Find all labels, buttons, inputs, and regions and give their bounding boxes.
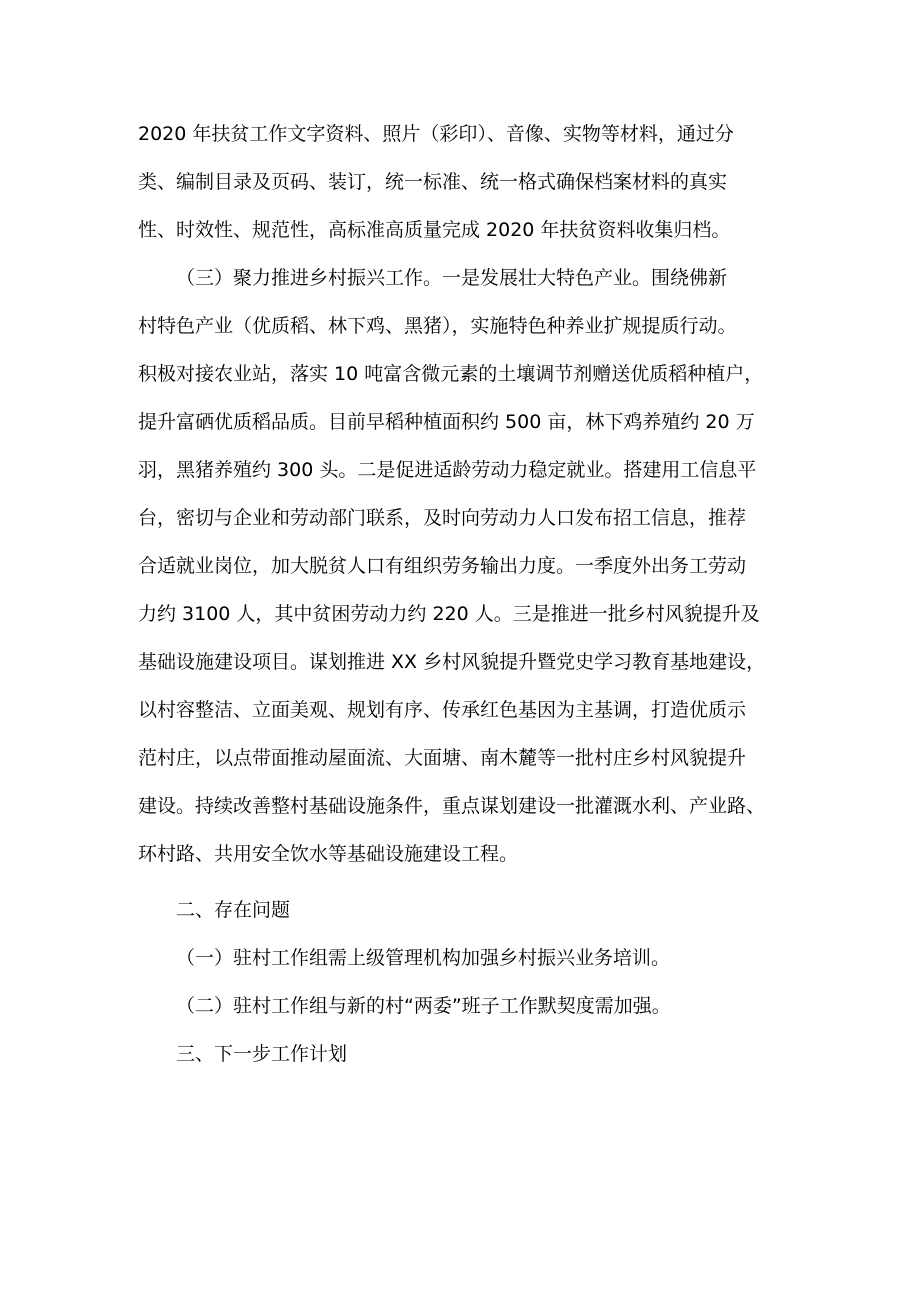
section-2-heading: 二、存在问题 <box>176 899 291 921</box>
paragraph-2-line-7: 合适就业岗位，加大脱贫人口有组织劳务输出力度。一季度外出务工劳动 <box>138 555 747 577</box>
paragraph-2-line-8: 力约 3100 人，其中贫困劳动力约 220 人。三是推进一批乡村风貌提升及 <box>138 603 760 625</box>
paragraph-2-line-12: 建设。持续改善整村基础设施条件，重点谋划建设一批灌溉水利、产业路、 <box>138 795 766 817</box>
paragraph-2-line-3: 积极对接农业站，落实 10 吨富含微元素的土壤调节剂赠送优质稻种植户， <box>138 363 764 385</box>
paragraph-2-line-9: 基础设施建设项目。谋划推进 XX 乡村风貌提升暨党史学习教育基地建设， <box>138 651 766 673</box>
paragraph-2-line-6: 台，密切与企业和劳动部门联系，及时向劳动力人口发布招工信息，推荐 <box>138 507 747 529</box>
paragraph-2-line-4: 提升富硒优质稻品质。目前早稻种植面积约 500 亩，林下鸡养殖约 20 万 <box>138 411 755 433</box>
paragraph-2-line-1: （三）聚力推进乡村振兴工作。一是发展壮大特色产业。围绕佛新 <box>176 267 728 289</box>
paragraph-1-line-2: 类、编制目录及页码、装订，统一标准、统一格式确保档案材料的真实 <box>138 171 728 193</box>
paragraph-1-line-3: 性、时效性、规范性，高标准高质量完成 2020 年扶贫资料收集归档。 <box>138 219 731 241</box>
paragraph-2-line-2: 村特色产业（优质稻、林下鸡、黑猪），实施特色种养业扩规提质行动。 <box>138 315 737 337</box>
section-2-item-2: （二）驻村工作组与新的村“两委”班子工作默契度需加强。 <box>176 995 671 1017</box>
section-3-heading: 三、下一步工作计划 <box>176 1043 348 1065</box>
paragraph-2-line-11: 范村庄，以点带面推动屋面流、大面塘、南木麓等一批村庄乡村风貌提升 <box>138 747 747 769</box>
paragraph-1-line-1: 2020 年扶贫工作文字资料、照片（彩印）、音像、实物等材料，通过分 <box>138 123 734 145</box>
paragraph-2-line-10: 以村容整洁、立面美观、规划有序、传承红色基因为主基调，打造优质示 <box>138 699 747 721</box>
paragraph-2-line-5: 羽，黑猪养殖约 300 头。二是促进适龄劳动力稳定就业。搭建用工信息平 <box>138 459 757 481</box>
section-2-item-1: （一）驻村工作组需上级管理机构加强乡村振兴业务培训。 <box>176 947 671 969</box>
paragraph-2-line-13: 环村路、共用安全饮水等基础设施建设工程。 <box>138 843 519 865</box>
